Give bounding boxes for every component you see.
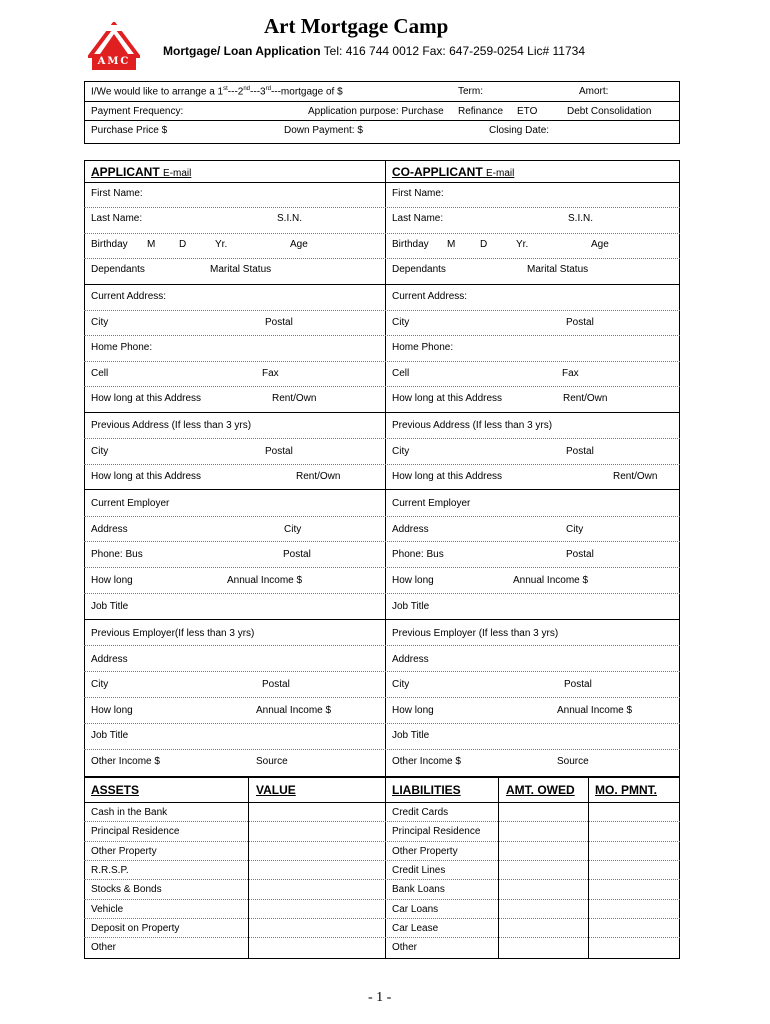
applicant-prev-employer-city[interactable]: City	[91, 679, 109, 690]
coapplicant-last-name[interactable]: Last Name:	[392, 213, 444, 224]
coapplicant-prev-postal[interactable]: Postal	[566, 446, 594, 457]
form-rule-line	[84, 489, 680, 490]
asset-row[interactable]: Other Property	[91, 846, 157, 857]
applicant-age[interactable]: Age	[290, 239, 308, 250]
coapplicant-marital-status[interactable]: Marital Status	[527, 264, 589, 275]
coapplicant-birthday[interactable]: Birthday	[392, 239, 429, 250]
applicant-sin[interactable]: S.I.N.	[277, 213, 303, 224]
assets-heading: ASSETS	[91, 783, 140, 797]
coapplicant-prev-job-title[interactable]: Job Title	[392, 730, 430, 741]
coapplicant-previous-employer[interactable]: Previous Employer (If less than 3 yrs)	[392, 628, 559, 639]
coapplicant-city[interactable]: City	[392, 317, 410, 328]
coapplicant-employer-address[interactable]: Address	[392, 524, 429, 535]
coapplicant-how-long-address[interactable]: How long at this Address	[392, 393, 503, 404]
amt-owed-heading: AMT. OWED	[506, 783, 575, 797]
form-rule-line	[84, 361, 680, 362]
closing-date-field[interactable]: Closing Date:	[489, 125, 550, 136]
form-rule-line	[84, 438, 680, 439]
asset-row[interactable]: Cash in the Bank	[91, 807, 168, 818]
coapplicant-birth-month[interactable]: M	[447, 239, 456, 250]
liability-row[interactable]: Bank Loans	[392, 884, 445, 895]
applicant-prev-rent-own[interactable]: Rent/Own	[296, 471, 341, 482]
applicant-heading: APPLICANT E-mail	[91, 165, 192, 179]
contact-info: Tel: 416 744 0012 Fax: 647-259-0254 Lic# 11734	[320, 44, 585, 58]
coapplicant-heading: CO-APPLICANT E-mail	[392, 165, 515, 179]
form-rule-line	[84, 310, 680, 311]
coapplicant-prev-employer-address[interactable]: Address	[392, 654, 429, 665]
form-rule-line	[84, 541, 680, 542]
coapplicant-age[interactable]: Age	[591, 239, 609, 250]
form-rule-line	[84, 284, 680, 285]
form-rule-line	[84, 671, 680, 672]
coapplicant-home-phone[interactable]: Home Phone:	[392, 342, 454, 353]
coapplicant-prev-city[interactable]: City	[392, 446, 410, 457]
coapplicant-current-employer[interactable]: Current Employer	[392, 498, 471, 509]
asset-row[interactable]: R.R.S.P.	[91, 865, 129, 876]
applicant-annual-income[interactable]: Annual Income $	[227, 575, 303, 586]
company-title: Art Mortgage Camp	[264, 14, 449, 38]
applicant-dependants[interactable]: Dependants	[91, 264, 145, 275]
form-rule-line	[84, 182, 680, 183]
company-logo	[88, 22, 140, 72]
liability-row[interactable]: Other	[392, 942, 418, 953]
down-payment-field[interactable]: Down Payment: $	[284, 125, 363, 136]
purpose-purchase-option[interactable]: Application purpose: Purchase	[308, 106, 444, 117]
coapplicant-postal[interactable]: Postal	[566, 317, 594, 328]
logo-text: AMC	[97, 56, 131, 67]
applicant-employer-city[interactable]: City	[284, 524, 302, 535]
coapplicant-birth-day[interactable]: D	[480, 239, 488, 250]
purchase-price-field[interactable]: Purchase Price $	[91, 125, 168, 136]
page-number: - 1 -	[368, 990, 392, 1005]
applicant-home-phone[interactable]: Home Phone:	[91, 342, 153, 353]
liability-row[interactable]: Principal Residence	[392, 826, 481, 837]
applicant-marital-status[interactable]: Marital Status	[210, 264, 272, 275]
applicant-current-employer[interactable]: Current Employer	[91, 498, 170, 509]
value-heading: VALUE	[256, 783, 296, 797]
applicant-prev-how-long[interactable]: How long at this Address	[91, 471, 202, 482]
applicant-birthday[interactable]: Birthday	[91, 239, 128, 250]
coapplicant-prev-annual-income[interactable]: Annual Income $	[557, 705, 633, 716]
coapplicant-rent-own[interactable]: Rent/Own	[563, 393, 608, 404]
applicant-prev-annual-income[interactable]: Annual Income $	[256, 705, 332, 716]
applicant-prev-postal[interactable]: Postal	[265, 446, 293, 457]
coapplicant-prev-how-long[interactable]: How long	[392, 705, 434, 716]
applicant-prev-job-title[interactable]: Job Title	[91, 730, 129, 741]
form-rule-line	[84, 207, 680, 208]
applicant-previous-employer[interactable]: Previous Employer(If less than 3 yrs)	[91, 628, 255, 639]
table-rule-line	[84, 802, 680, 803]
applicant-rent-own[interactable]: Rent/Own	[272, 393, 317, 404]
applicant-employer-address[interactable]: Address	[91, 524, 128, 535]
applicant-income-source[interactable]: Source	[256, 756, 288, 767]
form-rule-line	[84, 749, 680, 750]
form-rule-line	[84, 386, 680, 387]
liability-row[interactable]: Car Lease	[392, 923, 439, 934]
form-rule-line	[84, 567, 680, 568]
coapplicant-current-address[interactable]: Current Address:	[392, 291, 468, 302]
coapplicant-how-long-employed[interactable]: How long	[392, 575, 434, 586]
coapplicant-fax[interactable]: Fax	[562, 368, 579, 379]
liability-row[interactable]: Car Loans	[392, 904, 439, 915]
applicant-birth-month[interactable]: M	[147, 239, 156, 250]
form-rule-line	[84, 593, 680, 594]
coapplicant-prev-rent-own[interactable]: Rent/Own	[613, 471, 658, 482]
coapplicant-annual-income[interactable]: Annual Income $	[513, 575, 589, 586]
coapplicant-employer-postal[interactable]: Postal	[566, 549, 594, 560]
applicant-fax[interactable]: Fax	[262, 368, 279, 379]
coapplicant-prev-employer-city[interactable]: City	[392, 679, 410, 690]
asset-row[interactable]: Vehicle	[91, 904, 124, 915]
applicant-birth-day[interactable]: D	[179, 239, 187, 250]
coapplicant-employer-city[interactable]: City	[566, 524, 584, 535]
applicant-birth-year[interactable]: Yr.	[215, 239, 228, 250]
applicant-prev-how-long[interactable]: How long	[91, 705, 133, 716]
applicant-phone-bus[interactable]: Phone: Bus	[91, 549, 143, 560]
form-rule-line	[84, 412, 680, 413]
coapplicant-birth-year[interactable]: Yr.	[516, 239, 529, 250]
coapplicant-job-title[interactable]: Job Title	[392, 601, 430, 612]
applicant-current-address[interactable]: Current Address:	[91, 291, 167, 302]
table-rule-line	[84, 899, 680, 900]
liability-row[interactable]: Credit Cards	[392, 807, 449, 818]
applicant-postal[interactable]: Postal	[265, 317, 293, 328]
coapplicant-first-name[interactable]: First Name:	[392, 188, 444, 199]
applicant-other-income[interactable]: Other Income $	[91, 756, 160, 767]
applicant-cell[interactable]: Cell	[91, 368, 109, 379]
applicant-prev-employer-address[interactable]: Address	[91, 654, 128, 665]
form-rule-line	[84, 516, 680, 517]
applicant-prev-employer-postal[interactable]: Postal	[262, 679, 290, 690]
liability-row[interactable]: Credit Lines	[392, 865, 446, 876]
form-rule-line	[84, 645, 680, 646]
applicant-job-title[interactable]: Job Title	[91, 601, 129, 612]
form-name: Mortgage/ Loan Application	[163, 44, 321, 58]
liabilities-heading: LIABILITIES	[392, 783, 461, 797]
coapplicant-phone-bus[interactable]: Phone: Bus	[392, 549, 444, 560]
coapplicant-other-income[interactable]: Other Income $	[392, 756, 461, 767]
form-rule-line	[84, 464, 680, 465]
table-rule-line	[84, 821, 680, 822]
applicant-previous-address[interactable]: Previous Address (If less than 3 yrs)	[91, 420, 252, 431]
coapplicant-dependants[interactable]: Dependants	[392, 264, 446, 275]
applicant-city[interactable]: City	[91, 317, 109, 328]
payment-frequency-field[interactable]: Payment Frequency:	[91, 106, 184, 117]
coapplicant-prev-employer-postal[interactable]: Postal	[564, 679, 592, 690]
table-rule-line	[84, 860, 680, 861]
asset-row[interactable]: Stocks & Bonds	[91, 884, 162, 895]
table-rule-line	[84, 841, 680, 842]
applicant-last-name[interactable]: Last Name:	[91, 213, 143, 224]
applicant-prev-city[interactable]: City	[91, 446, 109, 457]
coapplicant-prev-how-long[interactable]: How long at this Address	[392, 471, 503, 482]
form-rule-line	[84, 619, 680, 620]
term-field[interactable]: Term:	[458, 86, 483, 97]
form-rule-line	[84, 258, 680, 259]
applicant-how-long-employed[interactable]: How long	[91, 575, 133, 586]
mo-pmnt-heading: MO. PMNT.	[595, 783, 657, 797]
form-rule-line	[84, 697, 680, 698]
amort-field[interactable]: Amort:	[579, 86, 609, 97]
form-rule-line	[84, 233, 680, 234]
form-rule-line	[84, 335, 680, 336]
coapplicant-sin[interactable]: S.I.N.	[568, 213, 594, 224]
form-rule-line	[84, 723, 680, 724]
liability-row[interactable]: Other Property	[392, 846, 458, 857]
table-rule-line	[84, 879, 680, 880]
asset-row[interactable]: Deposit on Property	[91, 923, 180, 934]
company-subtitle	[163, 44, 585, 58]
coapplicant-previous-address[interactable]: Previous Address (If less than 3 yrs)	[392, 420, 553, 431]
applicant-employer-postal[interactable]: Postal	[283, 549, 311, 560]
mortgage-arrangement-label[interactable]: I/We would like to arrange a 1st---2nd---3rd---mortgage of $	[91, 86, 343, 98]
purpose-debt-consolidation-option[interactable]: Debt Consolidation	[567, 106, 652, 117]
coapplicant-income-source[interactable]: Source	[557, 756, 589, 767]
applicant-first-name[interactable]: First Name:	[91, 188, 143, 199]
asset-row[interactable]: Other	[91, 942, 117, 953]
coapplicant-cell[interactable]: Cell	[392, 368, 410, 379]
table-rule-line	[84, 918, 680, 919]
purpose-refinance-option[interactable]: Refinance	[458, 106, 504, 117]
table-rule-line	[84, 937, 680, 938]
applicant-how-long-address[interactable]: How long at this Address	[91, 393, 202, 404]
asset-row[interactable]: Principal Residence	[91, 826, 180, 837]
purpose-eto-option[interactable]: ETO	[517, 106, 538, 117]
